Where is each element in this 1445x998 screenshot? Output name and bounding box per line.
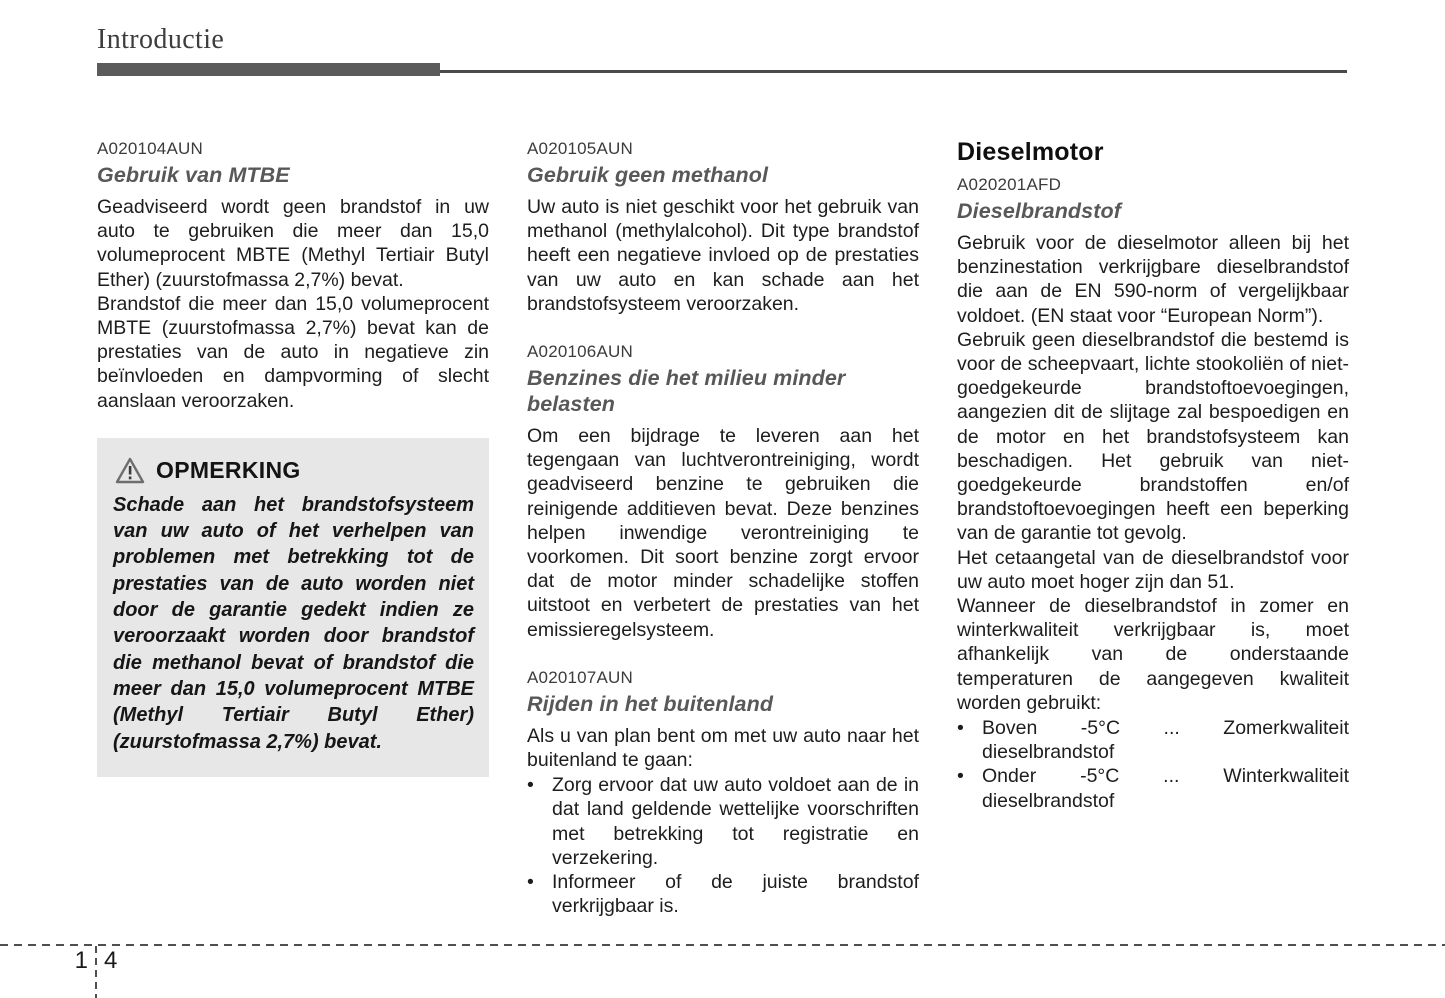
bullet-list (957, 716, 1349, 813)
page-number: 4 (104, 947, 118, 974)
footer-dashed-rule (0, 944, 1445, 946)
paragraph: Als u van plan bent om met uw auto naar het buitenland te gaan: (527, 724, 919, 772)
column-3 (957, 138, 1349, 918)
bullet-text: Onder -5°C ... Winterkwaliteit dieselbrandstof (982, 765, 1349, 812)
section-heading: Rijden in het buitenland (527, 691, 774, 716)
bullet-icon: • (957, 765, 964, 788)
warning-triangle-icon (115, 457, 145, 484)
page-title: Introductie (97, 24, 225, 55)
header-rule-thick (97, 63, 440, 76)
section-code: A020104AUN (97, 139, 203, 158)
bullet-text: Informeer of de juiste brandstof verkrijgbaar is. (552, 871, 919, 918)
paragraph: Gebruik geen dieselbrandstof die bestemd is voor de scheepvaart, lichte stookoliën of niet-goedgekeurde brandstoftoevoegingen, aangezien dit de slijtage zal bespoedigen en de motor en het brandstofsysteem kan beschadigen. Het gebruik van niet-goedgekeurde brandstoffen en/of brandstoftoevoegingen heeft een beperking van de garantie tot gevolg. (957, 328, 1349, 545)
section-code: A020201AFD (957, 175, 1062, 194)
section-buitenland (527, 667, 919, 919)
section-heading: Benzines die het milieu minder belasten (527, 366, 846, 417)
header-rule (97, 63, 1349, 76)
section-heading: Gebruik geen methanol (527, 163, 769, 187)
paragraph: Uw auto is niet geschikt voor het gebruik van methanol (methylalcohol). Dit type brandstof heeft een negatieve invloed op de prestaties van uw auto en kan schade aan het brandstofsysteem veroorzaken. (527, 196, 919, 315)
page-header (0, 0, 1445, 76)
chapter-number: 1 (74, 947, 88, 974)
list-item (957, 716, 1349, 764)
paragraph: Brandstof die meer dan 15,0 volumeprocent MBTE (zuurstofmassa 2,7%) bevat kan de prestaties van de auto in negatieve zin beïnvloeden en dampvorming of slecht aanslaan veroorzaken. (97, 292, 489, 412)
chapter-heading: Dieselmotor (957, 138, 1104, 166)
section-methanol (527, 138, 919, 316)
header-rule-thin (440, 70, 1347, 73)
bullet-text: Zorg ervoor dat uw auto voldoet aan de in dat land geldende wettelijke voorschriften met betrekking tot registratie en verzekering. (552, 774, 919, 869)
section-code: A020105AUN (527, 139, 633, 158)
paragraph: Om een bijdrage te leveren aan het tegengaan van luchtverontreiniging, wordt geadviseerd benzine te gebruiken die reinigende additieven bevat. Deze benzines helpen inwendige verontreiniging te voorkomen. Dit soort benzine zorgt ervoor dat de motor minder schadelijke stoffen uitstoot en verbetert de prestaties van het emissieregelsysteem. (527, 425, 919, 641)
footer-dashed-divider (95, 946, 97, 998)
column-2 (527, 138, 919, 918)
section-heading: Dieselbrandstof (957, 199, 1121, 223)
notice-title: OPMERKING (156, 456, 301, 483)
bullet-icon: • (527, 871, 534, 894)
notice-title-row (115, 457, 474, 484)
notice-box (97, 438, 489, 777)
bullet-text: Boven -5°C ... Zomerkwaliteit dieselbrandstof (982, 717, 1349, 764)
section-code: A020107AUN (527, 667, 633, 687)
bullet-list (527, 773, 919, 918)
section-benzines (527, 341, 919, 642)
notice-body: Schade aan het brandstofsysteem van uw auto of het verhelpen van problemen met betrekking tot de prestaties van de auto worden niet door de garantie gedekt indien ze veroorzaakt worden door brandstof die methanol bevat of brandstof die meer dan 15,0 volumeprocent MTBE (Methyl Tertiair Butyl Ether) (zuurstofmassa 2,7%) bevat. (113, 493, 474, 753)
section-heading: Gebruik van MTBE (97, 163, 290, 187)
section-mtbe (97, 138, 489, 413)
content-columns (0, 76, 1445, 918)
bullet-icon: • (957, 717, 964, 740)
list-item (527, 870, 919, 918)
list-item (527, 773, 919, 870)
paragraph: Geadviseerd wordt geen brandstof in uw auto te gebruiken die meer dan 15,0 volumeprocent MBTE (Methyl Tertiair Butyl Ether) (zuurstofmassa 2,7%) bevat. (97, 196, 489, 291)
paragraph: Gebruik voor de dieselmotor alleen bij het benzinestation verkrijgbare dieselbrandstof die aan de EN 590-norm of vergelijkbaar voldoet. (EN staat voor “European Norm”). (957, 232, 1349, 327)
paragraph: Het cetaangetal van de dieselbrandstof voor uw auto moet hoger zijn dan 51. (957, 546, 1349, 593)
bullet-icon: • (527, 774, 534, 797)
list-item (957, 764, 1349, 812)
paragraph: Wanneer de dieselbrandstof in zomer en winterkwaliteit verkrijgbaar is, moet afhankelijk van de onderstaande temperaturen de aangegeven kwaliteit worden gebruikt: (957, 595, 1349, 714)
section-code: A020106AUN (527, 342, 633, 362)
column-1 (97, 138, 489, 918)
section-dieselbrandstof (957, 174, 1349, 813)
